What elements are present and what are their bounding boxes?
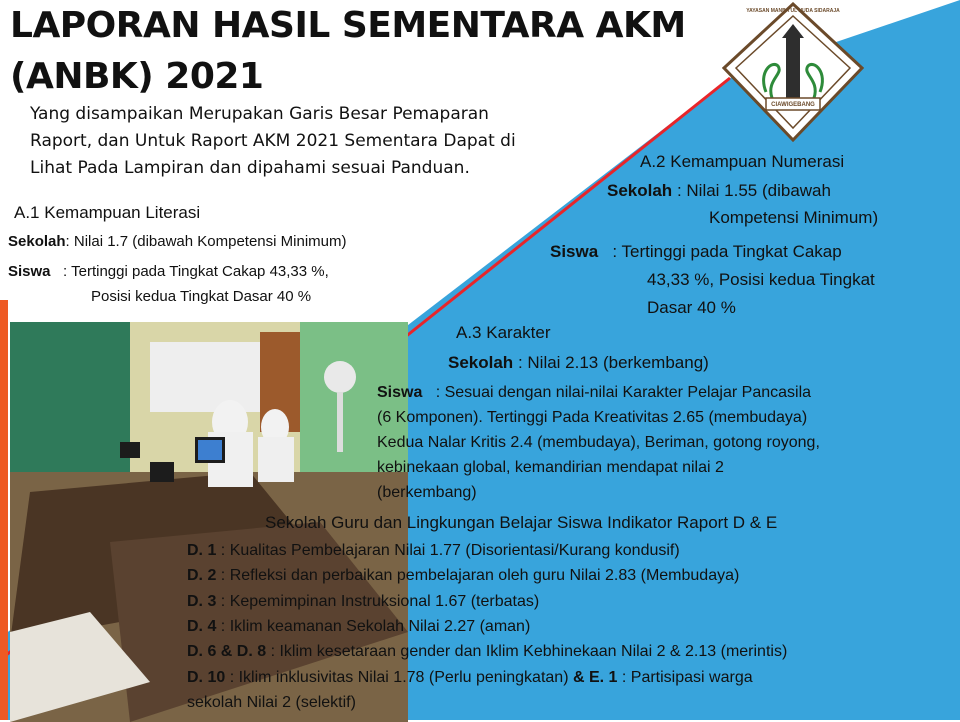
guru-d10-label: D. 10 [187,669,226,686]
logo-bottom-text: CIAWIGEBANG [771,102,815,108]
karakter-sekolah-label: Sekolah [448,353,514,372]
numerasi-siswa-value-1: : Tertinggi pada Tingkat Cakap [612,242,842,261]
numerasi-siswa [550,242,842,262]
literasi-heading: A.1 Kemampuan Literasi [14,203,201,222]
guru-e1-label: & E. 1 [572,669,618,686]
intro-line-3: Lihat Pada Lampiran dan dipahami sesuai Panduan. [30,158,470,178]
guru-d6-value: : Iklim kesetaraan gender dan Iklim Kebhinekaan Nilai 2 & 2.13 (merintis) [266,643,788,660]
karakter-siswa-label: Siswa [377,384,423,401]
guru-d4-value: : Iklim keamanan Sekolah Nilai 2.27 (aman) [220,618,531,635]
numerasi-heading: A.2 Kemampuan Numerasi [640,152,845,171]
guru-d6-label: D. 6 & D. 8 [187,643,267,660]
guru-d1-label: D. 1 [187,542,217,559]
karakter-siswa-value-4: kebinekaan global, kemandirian mendapat nilai 2 [377,459,724,476]
guru-d4 [187,618,530,636]
literasi-sekolah-label: Sekolah [8,233,66,250]
karakter-siswa [377,384,811,402]
numerasi-siswa-value-3: Dasar 40 % [647,298,736,317]
logo-top-text: YAYASAN MANBA'UL HUDA SIDARAJA [746,8,840,14]
guru-d4-label: D. 4 [187,618,217,635]
guru-d3-label: D. 3 [187,593,217,610]
numerasi-siswa-label: Siswa [550,242,599,261]
guru-d2 [187,567,739,585]
guru-d2-label: D. 2 [187,567,217,584]
guru-d1-value: : Kualitas Pembelajaran Nilai 1.77 (Disorientasi/Kurang kondusif) [220,542,680,559]
guru-d1 [187,542,680,560]
karakter-siswa-value-3: Kedua Nalar Kritis 2.4 (membudaya), Beriman, gotong royong, [377,434,820,451]
literasi-sekolah-value: : Nilai 1.7 (dibawah Kompetensi Minimum) [65,233,347,250]
numerasi-sekolah-value-1: : Nilai 1.55 (dibawah [676,181,831,200]
karakter-siswa-value-1: : Sesuai dengan nilai-nilai Karakter Pelajar Pancasila [435,384,812,401]
page-title-line-2: (ANBK) 2021 [10,56,264,97]
karakter-sekolah-value: : Nilai 2.13 (berkembang) [517,353,709,372]
literasi-siswa [8,263,329,280]
guru-e1-value: : Partisipasi warga [621,669,753,686]
numerasi-sekolah-value-2: Kompetensi Minimum) [709,208,879,227]
literasi-siswa-value-2: Posisi kedua Tingkat Dasar 40 % [91,288,312,305]
literasi-siswa-value-1: : Tertinggi pada Tingkat Cakap 43,33 %, [63,263,329,280]
guru-d2-value: : Refleksi dan perbaikan pembelajaran oleh guru Nilai 2.83 (Membudaya) [220,567,740,584]
karakter-sekolah [448,353,709,373]
school-logo [722,2,864,142]
guru-d10-value: : Iklim inklusivitas Nilai 1.78 (Perlu peningkatan) [229,669,569,686]
guru-heading: Sekolah Guru dan Lingkungan Belajar Siswa Indikator Raport D & E [265,513,778,532]
karakter-siswa-value-5: (berkembang) [377,484,477,501]
guru-d6-d8 [187,643,787,661]
intro-line-2: Raport, dan Untuk Raport AKM 2021 Sementara Dapat di [30,131,516,151]
intro-line-1: Yang disampaikan Merupakan Garis Besar Pemaparan [30,104,489,124]
guru-e1-value-2: sekolah Nilai 2 (selektif) [187,694,356,711]
numerasi-sekolah [607,181,831,201]
literasi-sekolah [8,233,346,250]
numerasi-siswa-value-2: 43,33 %, Posisi kedua Tingkat [647,270,875,289]
numerasi-sekolah-label: Sekolah [607,181,673,200]
literasi-siswa-label: Siswa [8,263,51,280]
guru-d3-value: : Kepemimpinan Instruksional 1.67 (terbatas) [220,593,540,610]
guru-d3 [187,593,539,611]
karakter-siswa-value-2: (6 Komponen). Tertinggi Pada Kreativitas 2.65 (membudaya) [377,409,808,426]
karakter-heading: A.3 Karakter [456,323,551,342]
guru-d10-e1 [187,669,753,687]
page-title-line-1: LAPORAN HASIL SEMENTARA AKM [10,5,686,46]
